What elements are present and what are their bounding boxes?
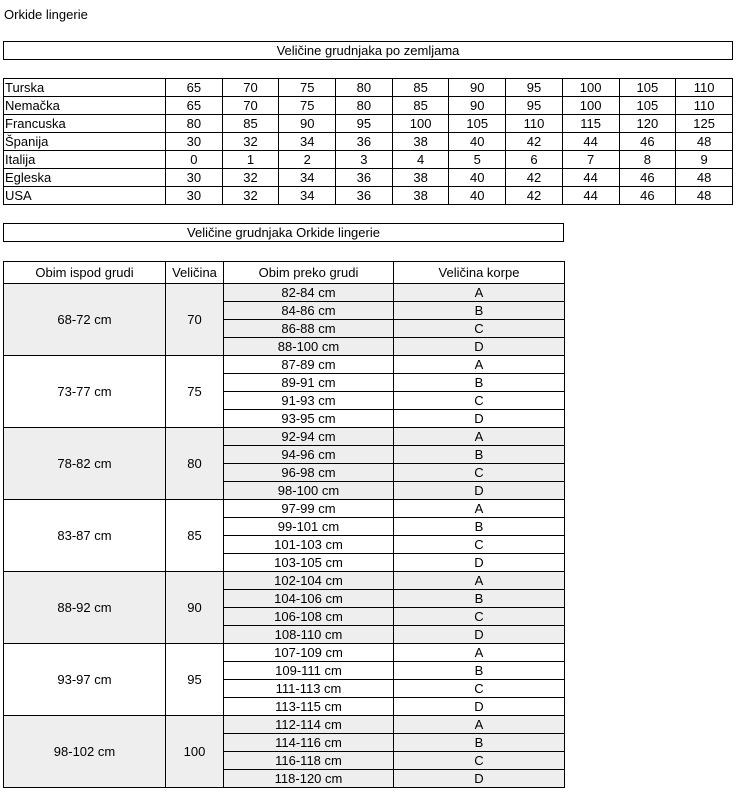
over-bust-cell: 108-110 cm <box>224 626 394 644</box>
band-size-cell: 85 <box>166 500 224 572</box>
country-row <box>4 187 733 205</box>
header-over-bust: Obim preko grudi <box>224 262 394 284</box>
over-bust-cell: 96-98 cm <box>224 464 394 482</box>
cup-size-cell: D <box>394 482 565 500</box>
over-bust-cell: 87-89 cm <box>224 356 394 374</box>
cup-size-cell: B <box>394 374 565 392</box>
size-row <box>4 356 565 374</box>
cup-size-cell: A <box>394 284 565 302</box>
over-bust-cell: 82-84 cm <box>224 284 394 302</box>
country-size-cell: 75 <box>279 79 336 97</box>
cup-size-cell: B <box>394 590 565 608</box>
country-size-cell: 48 <box>676 169 733 187</box>
country-size-cell: 38 <box>392 187 449 205</box>
country-size-cell: 46 <box>619 133 676 151</box>
size-row <box>4 716 565 734</box>
sizes-heading: Veličine grudnjaka Orkide lingerie <box>3 223 564 242</box>
size-row <box>4 500 565 518</box>
band-size-cell: 70 <box>166 284 224 356</box>
cup-size-cell: C <box>394 320 565 338</box>
under-bust-cell: 83-87 cm <box>4 500 166 572</box>
country-size-cell: 70 <box>222 79 279 97</box>
country-size-cell: 2 <box>279 151 336 169</box>
over-bust-cell: 86-88 cm <box>224 320 394 338</box>
country-size-cell: 40 <box>449 133 506 151</box>
cup-size-cell: B <box>394 446 565 464</box>
country-size-table <box>3 78 733 205</box>
band-size-cell: 75 <box>166 356 224 428</box>
over-bust-cell: 84-86 cm <box>224 302 394 320</box>
country-size-cell: 9 <box>676 151 733 169</box>
band-size-cell: 80 <box>166 428 224 500</box>
country-size-cell: 46 <box>619 169 676 187</box>
country-size-cell: 30 <box>166 187 223 205</box>
country-row <box>4 133 733 151</box>
country-size-cell: 100 <box>392 115 449 133</box>
country-size-cell: 7 <box>562 151 619 169</box>
country-size-cell: 80 <box>166 115 223 133</box>
country-size-cell: 34 <box>279 169 336 187</box>
header-size: Veličina <box>166 262 224 284</box>
over-bust-cell: 114-116 cm <box>224 734 394 752</box>
country-size-cell: 44 <box>562 133 619 151</box>
cup-size-cell: A <box>394 572 565 590</box>
country-size-cell: 90 <box>279 115 336 133</box>
country-row <box>4 79 733 97</box>
country-size-cell: 90 <box>449 97 506 115</box>
country-size-cell: 32 <box>222 133 279 151</box>
country-name: Italija <box>4 151 166 169</box>
country-size-cell: 34 <box>279 133 336 151</box>
country-size-cell: 110 <box>676 79 733 97</box>
band-size-cell: 90 <box>166 572 224 644</box>
country-size-cell: 125 <box>676 115 733 133</box>
country-size-cell: 46 <box>619 187 676 205</box>
country-size-cell: 120 <box>619 115 676 133</box>
over-bust-cell: 118-120 cm <box>224 770 394 788</box>
country-size-cell: 110 <box>676 97 733 115</box>
cup-size-cell: B <box>394 734 565 752</box>
country-size-cell: 8 <box>619 151 676 169</box>
over-bust-cell: 97-99 cm <box>224 500 394 518</box>
over-bust-cell: 107-109 cm <box>224 644 394 662</box>
country-row <box>4 169 733 187</box>
cup-size-cell: A <box>394 644 565 662</box>
cup-size-cell: A <box>394 500 565 518</box>
size-row <box>4 644 565 662</box>
country-size-cell: 105 <box>449 115 506 133</box>
country-size-cell: 34 <box>279 187 336 205</box>
over-bust-cell: 111-113 cm <box>224 680 394 698</box>
country-size-cell: 40 <box>449 187 506 205</box>
over-bust-cell: 106-108 cm <box>224 608 394 626</box>
cup-size-cell: C <box>394 392 565 410</box>
under-bust-cell: 73-77 cm <box>4 356 166 428</box>
country-size-cell: 38 <box>392 133 449 151</box>
country-size-cell: 6 <box>506 151 563 169</box>
country-size-cell: 105 <box>619 97 676 115</box>
over-bust-cell: 102-104 cm <box>224 572 394 590</box>
country-size-cell: 115 <box>562 115 619 133</box>
country-size-cell: 32 <box>222 169 279 187</box>
cup-size-cell: D <box>394 698 565 716</box>
cup-size-cell: D <box>394 410 565 428</box>
over-bust-cell: 116-118 cm <box>224 752 394 770</box>
under-bust-cell: 78-82 cm <box>4 428 166 500</box>
country-size-cell: 48 <box>676 133 733 151</box>
country-name: Egleska <box>4 169 166 187</box>
cup-size-cell: C <box>394 608 565 626</box>
country-size-cell: 100 <box>562 79 619 97</box>
over-bust-cell: 88-100 cm <box>224 338 394 356</box>
country-size-cell: 48 <box>676 187 733 205</box>
country-size-cell: 110 <box>506 115 563 133</box>
country-size-cell: 85 <box>222 115 279 133</box>
over-bust-cell: 93-95 cm <box>224 410 394 428</box>
over-bust-cell: 103-105 cm <box>224 554 394 572</box>
country-name: Nemačka <box>4 97 166 115</box>
cup-size-cell: A <box>394 428 565 446</box>
orkide-size-table <box>3 261 565 788</box>
cup-size-cell: D <box>394 554 565 572</box>
cup-size-cell: B <box>394 518 565 536</box>
over-bust-cell: 91-93 cm <box>224 392 394 410</box>
cup-size-cell: D <box>394 338 565 356</box>
country-size-cell: 30 <box>166 133 223 151</box>
size-row <box>4 428 565 446</box>
country-size-cell: 1 <box>222 151 279 169</box>
country-size-cell: 42 <box>506 133 563 151</box>
over-bust-cell: 99-101 cm <box>224 518 394 536</box>
under-bust-cell: 98-102 cm <box>4 716 166 788</box>
country-size-cell: 32 <box>222 187 279 205</box>
country-size-cell: 36 <box>336 133 393 151</box>
country-size-cell: 85 <box>392 79 449 97</box>
country-size-cell: 90 <box>449 79 506 97</box>
over-bust-cell: 92-94 cm <box>224 428 394 446</box>
over-bust-cell: 98-100 cm <box>224 482 394 500</box>
country-size-cell: 95 <box>506 97 563 115</box>
size-row <box>4 284 565 302</box>
over-bust-cell: 113-115 cm <box>224 698 394 716</box>
country-size-cell: 80 <box>336 79 393 97</box>
country-size-cell: 95 <box>336 115 393 133</box>
country-size-cell: 44 <box>562 187 619 205</box>
country-size-cell: 5 <box>449 151 506 169</box>
country-size-cell: 30 <box>166 169 223 187</box>
cup-size-cell: C <box>394 536 565 554</box>
over-bust-cell: 89-91 cm <box>224 374 394 392</box>
country-size-cell: 38 <box>392 169 449 187</box>
country-name: Turska <box>4 79 166 97</box>
cup-size-cell: B <box>394 302 565 320</box>
band-size-cell: 95 <box>166 644 224 716</box>
country-size-cell: 40 <box>449 169 506 187</box>
over-bust-cell: 101-103 cm <box>224 536 394 554</box>
country-size-cell: 105 <box>619 79 676 97</box>
under-bust-cell: 68-72 cm <box>4 284 166 356</box>
country-row <box>4 151 733 169</box>
header-under-bust: Obim ispod grudi <box>4 262 166 284</box>
country-size-cell: 36 <box>336 187 393 205</box>
band-size-cell: 100 <box>166 716 224 788</box>
country-name: Francuska <box>4 115 166 133</box>
header-cup-size: Veličina korpe <box>394 262 565 284</box>
size-row <box>4 572 565 590</box>
cup-size-cell: A <box>394 356 565 374</box>
cup-size-cell: A <box>394 716 565 734</box>
country-size-cell: 95 <box>506 79 563 97</box>
over-bust-cell: 104-106 cm <box>224 590 394 608</box>
country-name: Španija <box>4 133 166 151</box>
cup-size-cell: C <box>394 464 565 482</box>
cup-size-cell: D <box>394 770 565 788</box>
country-size-cell: 80 <box>336 97 393 115</box>
country-size-cell: 75 <box>279 97 336 115</box>
country-size-cell: 42 <box>506 187 563 205</box>
countries-heading: Veličine grudnjaka po zemljama <box>3 41 733 60</box>
over-bust-cell: 109-111 cm <box>224 662 394 680</box>
cup-size-cell: C <box>394 680 565 698</box>
under-bust-cell: 93-97 cm <box>4 644 166 716</box>
cup-size-cell: D <box>394 626 565 644</box>
country-size-cell: 42 <box>506 169 563 187</box>
over-bust-cell: 112-114 cm <box>224 716 394 734</box>
cup-size-cell: B <box>394 662 565 680</box>
cup-size-cell: C <box>394 752 565 770</box>
country-size-cell: 44 <box>562 169 619 187</box>
country-row <box>4 115 733 133</box>
country-size-cell: 70 <box>222 97 279 115</box>
country-size-cell: 4 <box>392 151 449 169</box>
country-size-cell: 100 <box>562 97 619 115</box>
country-name: USA <box>4 187 166 205</box>
country-size-cell: 0 <box>166 151 223 169</box>
country-size-cell: 65 <box>166 79 223 97</box>
country-row <box>4 97 733 115</box>
country-size-cell: 65 <box>166 97 223 115</box>
country-size-cell: 36 <box>336 169 393 187</box>
country-size-cell: 3 <box>336 151 393 169</box>
over-bust-cell: 94-96 cm <box>224 446 394 464</box>
sizes-header-row <box>4 262 565 284</box>
under-bust-cell: 88-92 cm <box>4 572 166 644</box>
country-size-cell: 85 <box>392 97 449 115</box>
page-title: Orkide lingerie <box>4 7 88 22</box>
